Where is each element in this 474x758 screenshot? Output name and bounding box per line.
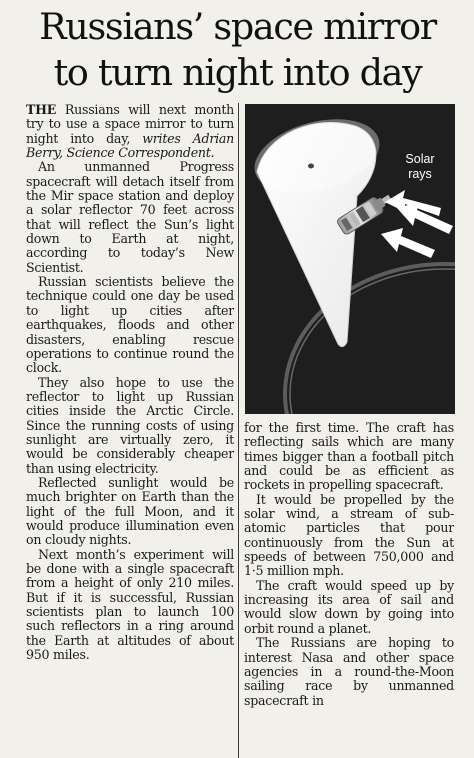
intro-text: Russians will next month try to use a space mirror to turn night into day, (26, 103, 234, 146)
headline-line-1: Russians’ space mirror (39, 5, 436, 48)
headline-line-2: to turn night into day (53, 51, 422, 94)
intro-paragraph (26, 103, 234, 160)
paragraph: Reflected sunlight would be much brighter on Earth than the light of the full Moon, and it would produce illumination even on cloudy nights. (26, 474, 234, 548)
article-column-left (26, 103, 234, 758)
headline (10, 4, 465, 96)
column-divider (238, 103, 239, 758)
paragraph: An unmanned Progress spacecraft will detach itself from the Mir space station and deploy a solar reflector 70 feet across that will reflect the Sun’s light down to Earth at night, according to today’s New Scientist. (26, 159, 234, 275)
paragraph: The Russians are hoping to interest Nasa and other space agencies in a round-the-Moon sailing race by unmanned spacecraft in (244, 635, 454, 708)
illustration-graphic (245, 104, 455, 414)
paragraph: Next month’s experiment will be done with a single spacecraft from a height of only 210 miles. But if it is successful, Russian scientists plan to launch 100 such reflectors in a ring around the Earth at altitudes of about 950 miles. (26, 546, 234, 663)
paragraph: The craft would speed up by increasing its area of sail and would slow down by going into orbit round a planet. (244, 577, 454, 636)
paragraph: for the first time. The craft has reflecting sails which are many times bigger than a football pitch and could be as efficient as rockets in propelling spacecraft. (244, 421, 454, 493)
lead-words: THE (26, 103, 57, 117)
paragraph: They also hope to use the reflector to light up Russian cities inside the Arctic Circle. Since the running costs of using sunlight are virtually zero, it would be considerably cheaper than using electricity. (26, 374, 234, 476)
article-column-right (244, 421, 454, 758)
paragraph: Russian scientists believe the technique could one day be used to light up cities after earthquakes, floods and other disasters, enabling rescue operations to continue round the clock. (26, 274, 234, 376)
byline: writes Adrian Berry, Science Correspondent. (26, 130, 234, 161)
paragraph: It would be propelled by the solar wind, a stream of sub-atomic particles that pour continuously from the Sun at speeds of between 750,000 and 1·5 million mph. (244, 491, 454, 579)
space-mirror-illustration (245, 104, 455, 414)
solar-rays-label: Solar rays (405, 152, 435, 181)
